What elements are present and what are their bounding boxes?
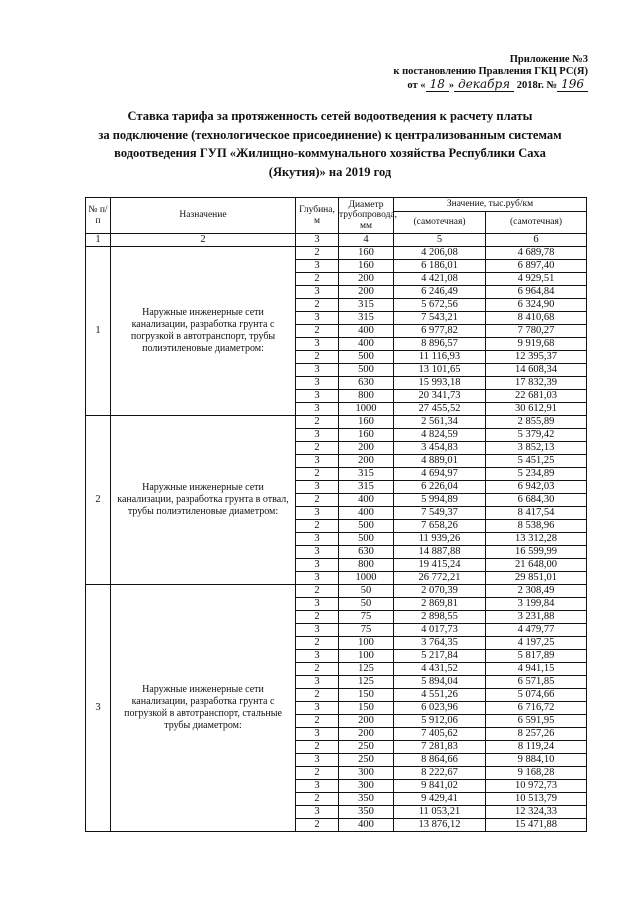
value-col5-cell: 9 429,41 (394, 793, 486, 806)
value-col6-cell: 13 312,28 (486, 533, 587, 546)
depth-cell: 2 (296, 247, 339, 260)
diameter-cell: 800 (339, 559, 394, 572)
depth-cell: 2 (296, 416, 339, 429)
appendix-header (393, 54, 588, 92)
value-col5-cell: 15 993,18 (394, 377, 486, 390)
diameter-cell: 150 (339, 689, 394, 702)
value-col5-cell: 9 841,02 (394, 780, 486, 793)
value-col6-cell: 10 972,73 (486, 780, 587, 793)
value-col5-cell: 6 186,01 (394, 260, 486, 273)
diameter-cell: 400 (339, 507, 394, 520)
value-col5-cell: 27 455,52 (394, 403, 486, 416)
value-col6-cell: 2 308,49 (486, 585, 587, 598)
date-mid: » (448, 80, 455, 91)
value-col6-cell: 9 919,68 (486, 338, 587, 351)
diameter-cell: 400 (339, 494, 394, 507)
value-col6-cell: 4 941,15 (486, 663, 587, 676)
value-col5-cell: 11 939,26 (394, 533, 486, 546)
value-col5-cell: 5 894,04 (394, 676, 486, 689)
value-col6-cell: 6 591,95 (486, 715, 587, 728)
value-col6-cell: 15 471,88 (486, 819, 587, 832)
value-col5-cell: 4 694,97 (394, 468, 486, 481)
depth-cell: 3 (296, 754, 339, 767)
depth-cell: 2 (296, 741, 339, 754)
depth-cell: 3 (296, 676, 339, 689)
value-col6-cell: 30 612,91 (486, 403, 587, 416)
value-col5-cell: 4 551,26 (394, 689, 486, 702)
depth-cell: 2 (296, 767, 339, 780)
value-col5-cell: 6 226,04 (394, 481, 486, 494)
column-numbers-row (86, 234, 587, 247)
depth-cell: 2 (296, 273, 339, 286)
depth-cell: 2 (296, 351, 339, 364)
col-number: 4 (339, 234, 394, 247)
diameter-cell: 100 (339, 637, 394, 650)
title-line: Ставка тарифа за протяженность сетей водоотведения к расчету платы (127, 109, 533, 123)
value-col5-cell: 13 876,12 (394, 819, 486, 832)
diameter-cell: 200 (339, 442, 394, 455)
value-col6-cell: 6 684,30 (486, 494, 587, 507)
depth-cell: 3 (296, 364, 339, 377)
appendix-reference: к постановлению Правления ГКЦ РС(Я) (393, 66, 588, 77)
depth-cell: 3 (296, 559, 339, 572)
diameter-cell: 50 (339, 598, 394, 611)
depth-cell: 3 (296, 481, 339, 494)
value-col6-cell: 2 855,89 (486, 416, 587, 429)
value-col6-cell: 22 681,03 (486, 390, 587, 403)
value-col6-cell: 17 832,39 (486, 377, 587, 390)
value-col6-cell: 14 608,34 (486, 364, 587, 377)
value-col6-cell: 16 599,99 (486, 546, 587, 559)
value-col5-cell: 3 454,83 (394, 442, 486, 455)
value-col5-cell: 7 658,26 (394, 520, 486, 533)
value-col5-cell: 5 672,56 (394, 299, 486, 312)
depth-cell: 3 (296, 624, 339, 637)
depth-cell: 2 (296, 611, 339, 624)
header-num: № п/п (86, 198, 111, 234)
diameter-cell: 300 (339, 780, 394, 793)
depth-cell: 2 (296, 325, 339, 338)
header-col6: (самотечная) (486, 212, 587, 234)
value-col5-cell: 8 864,66 (394, 754, 486, 767)
title-line: водоотведения ГУП «Жилищно-коммунального хозяйства Республики Саха (114, 146, 546, 160)
value-col6-cell: 6 897,40 (486, 260, 587, 273)
diameter-cell: 100 (339, 650, 394, 663)
table-row (86, 585, 587, 598)
header-depth: Глубина, м (296, 198, 339, 234)
value-col6-cell: 12 395,37 (486, 351, 587, 364)
depth-cell: 3 (296, 507, 339, 520)
depth-cell: 2 (296, 494, 339, 507)
diameter-cell: 400 (339, 819, 394, 832)
value-col5-cell: 6 023,96 (394, 702, 486, 715)
value-col6-cell: 8 417,54 (486, 507, 587, 520)
depth-cell: 3 (296, 312, 339, 325)
depth-cell: 3 (296, 429, 339, 442)
depth-cell: 3 (296, 455, 339, 468)
depth-cell: 3 (296, 702, 339, 715)
diameter-cell: 125 (339, 663, 394, 676)
value-col5-cell: 11 053,21 (394, 806, 486, 819)
depth-cell: 3 (296, 572, 339, 585)
depth-cell: 2 (296, 442, 339, 455)
value-col5-cell: 2 898,55 (394, 611, 486, 624)
value-col5-cell: 2 869,81 (394, 598, 486, 611)
value-col5-cell: 13 101,65 (394, 364, 486, 377)
depth-cell: 2 (296, 468, 339, 481)
handwritten-day: 18 (426, 77, 449, 92)
tariff-table (85, 197, 587, 832)
diameter-cell: 75 (339, 624, 394, 637)
handwritten-month: декабря (454, 77, 514, 92)
title-line: (Якутия)» на 2019 год (268, 164, 392, 179)
value-col6-cell: 12 324,33 (486, 806, 587, 819)
diameter-cell: 200 (339, 286, 394, 299)
diameter-cell: 160 (339, 429, 394, 442)
value-col5-cell: 4 431,52 (394, 663, 486, 676)
value-col6-cell: 6 571,85 (486, 676, 587, 689)
diameter-cell: 500 (339, 351, 394, 364)
value-col5-cell: 4 206,08 (394, 247, 486, 260)
value-col6-cell: 6 964,84 (486, 286, 587, 299)
diameter-cell: 350 (339, 806, 394, 819)
depth-cell: 3 (296, 338, 339, 351)
diameter-cell: 200 (339, 455, 394, 468)
header-col5: (самотечная) (394, 212, 486, 234)
diameter-cell: 500 (339, 533, 394, 546)
value-col6-cell: 6 716,72 (486, 702, 587, 715)
value-col6-cell: 7 780,27 (486, 325, 587, 338)
value-col5-cell: 5 217,84 (394, 650, 486, 663)
diameter-cell: 630 (339, 377, 394, 390)
appendix-number: Приложение №3 (509, 54, 588, 65)
header-purpose: Назначение (111, 198, 296, 234)
value-col6-cell: 6 324,90 (486, 299, 587, 312)
diameter-cell: 200 (339, 715, 394, 728)
diameter-cell: 400 (339, 338, 394, 351)
depth-cell: 2 (296, 663, 339, 676)
title-line: за подключение (технологическое присоединение) к централизованным системам (98, 127, 562, 142)
depth-cell: 2 (296, 299, 339, 312)
depth-cell: 3 (296, 650, 339, 663)
value-col5-cell: 14 887,88 (394, 546, 486, 559)
section-number: 1 (86, 247, 111, 416)
depth-cell: 2 (296, 689, 339, 702)
diameter-cell: 200 (339, 273, 394, 286)
depth-cell: 3 (296, 546, 339, 559)
header-value: Значение, тыс.руб/км (394, 198, 587, 212)
table-row (86, 247, 587, 260)
diameter-cell: 200 (339, 728, 394, 741)
col-number: 5 (394, 234, 486, 247)
diameter-cell: 250 (339, 754, 394, 767)
diameter-cell: 400 (339, 325, 394, 338)
value-col6-cell: 8 410,68 (486, 312, 587, 325)
value-col6-cell: 4 479,77 (486, 624, 587, 637)
diameter-cell: 250 (339, 741, 394, 754)
depth-cell: 2 (296, 819, 339, 832)
value-col6-cell: 3 199,84 (486, 598, 587, 611)
value-col5-cell: 4 421,08 (394, 273, 486, 286)
value-col5-cell: 4 824,59 (394, 429, 486, 442)
diameter-cell: 160 (339, 260, 394, 273)
diameter-cell: 315 (339, 481, 394, 494)
depth-cell: 3 (296, 533, 339, 546)
table-body (86, 247, 587, 832)
depth-cell: 2 (296, 637, 339, 650)
value-col5-cell: 11 116,93 (394, 351, 486, 364)
depth-cell: 3 (296, 806, 339, 819)
value-col6-cell: 5 234,89 (486, 468, 587, 481)
depth-cell: 3 (296, 377, 339, 390)
value-col5-cell: 4 017,73 (394, 624, 486, 637)
value-col6-cell: 4 689,78 (486, 247, 587, 260)
value-col6-cell: 5 074,66 (486, 689, 587, 702)
depth-cell: 2 (296, 585, 339, 598)
header-row (86, 198, 587, 212)
value-col5-cell: 20 341,73 (394, 390, 486, 403)
section-purpose: Наружные инженерные сети канализации, разработка грунта с погрузкой в автотранспорт, стальные трубы диаметром: (111, 585, 296, 832)
value-col6-cell: 5 817,89 (486, 650, 587, 663)
table-row (86, 416, 587, 429)
depth-cell: 3 (296, 403, 339, 416)
value-col5-cell: 8 896,57 (394, 338, 486, 351)
diameter-cell: 315 (339, 299, 394, 312)
depth-cell: 3 (296, 780, 339, 793)
depth-cell: 3 (296, 390, 339, 403)
diameter-cell: 1000 (339, 572, 394, 585)
value-col6-cell: 4 929,51 (486, 273, 587, 286)
diameter-cell: 350 (339, 793, 394, 806)
diameter-cell: 160 (339, 416, 394, 429)
handwritten-number: 196 (557, 77, 588, 92)
value-col5-cell: 26 772,21 (394, 572, 486, 585)
value-col5-cell: 7 281,83 (394, 741, 486, 754)
value-col5-cell: 7 405,62 (394, 728, 486, 741)
value-col6-cell: 3 852,13 (486, 442, 587, 455)
date-year: 2018г. № (516, 80, 558, 91)
value-col6-cell: 8 119,24 (486, 741, 587, 754)
value-col6-cell: 29 851,01 (486, 572, 587, 585)
section-number: 2 (86, 416, 111, 585)
diameter-cell: 500 (339, 364, 394, 377)
value-col5-cell: 3 764,35 (394, 637, 486, 650)
value-col6-cell: 6 942,03 (486, 481, 587, 494)
value-col5-cell: 4 889,01 (394, 455, 486, 468)
diameter-cell: 160 (339, 247, 394, 260)
col-number: 6 (486, 234, 587, 247)
depth-cell: 3 (296, 286, 339, 299)
section-purpose: Наружные инженерные сети канализации, разработка грунта в отвал, трубы полиэтиленовые диаметром: (111, 416, 296, 585)
col-number: 2 (111, 234, 296, 247)
diameter-cell: 315 (339, 468, 394, 481)
value-col5-cell: 7 549,37 (394, 507, 486, 520)
value-col5-cell: 7 543,21 (394, 312, 486, 325)
diameter-cell: 630 (339, 546, 394, 559)
depth-cell: 2 (296, 520, 339, 533)
value-col6-cell: 10 513,79 (486, 793, 587, 806)
date-prefix: от « (407, 80, 426, 91)
value-col5-cell: 5 994,89 (394, 494, 486, 507)
depth-cell: 3 (296, 598, 339, 611)
appendix-date (393, 78, 588, 92)
diameter-cell: 50 (339, 585, 394, 598)
value-col5-cell: 19 415,24 (394, 559, 486, 572)
value-col6-cell: 9 168,28 (486, 767, 587, 780)
depth-cell: 2 (296, 715, 339, 728)
diameter-cell: 500 (339, 520, 394, 533)
section-purpose: Наружные инженерные сети канализации, разработка грунта с погрузкой в автотранспорт, трубы полиэтиленовые диаметром: (111, 247, 296, 416)
document-title (70, 107, 590, 181)
diameter-cell: 75 (339, 611, 394, 624)
section-number: 3 (86, 585, 111, 832)
col-number: 1 (86, 234, 111, 247)
value-col6-cell: 21 648,00 (486, 559, 587, 572)
diameter-cell: 300 (339, 767, 394, 780)
value-col5-cell: 8 222,67 (394, 767, 486, 780)
value-col6-cell: 8 538,96 (486, 520, 587, 533)
value-col6-cell: 8 257,26 (486, 728, 587, 741)
value-col5-cell: 2 561,34 (394, 416, 486, 429)
depth-cell: 3 (296, 260, 339, 273)
diameter-cell: 125 (339, 676, 394, 689)
depth-cell: 2 (296, 793, 339, 806)
value-col5-cell: 5 912,06 (394, 715, 486, 728)
depth-cell: 3 (296, 728, 339, 741)
value-col6-cell: 9 884,10 (486, 754, 587, 767)
diameter-cell: 1000 (339, 403, 394, 416)
col-number: 3 (296, 234, 339, 247)
value-col6-cell: 5 379,42 (486, 429, 587, 442)
value-col5-cell: 6 977,82 (394, 325, 486, 338)
value-col6-cell: 5 451,25 (486, 455, 587, 468)
diameter-cell: 315 (339, 312, 394, 325)
value-col5-cell: 6 246,49 (394, 286, 486, 299)
diameter-cell: 150 (339, 702, 394, 715)
diameter-cell: 800 (339, 390, 394, 403)
header-diameter: Диаметр трубопровода, мм (339, 198, 394, 234)
value-col6-cell: 4 197,25 (486, 637, 587, 650)
value-col5-cell: 2 070,39 (394, 585, 486, 598)
value-col6-cell: 3 231,88 (486, 611, 587, 624)
